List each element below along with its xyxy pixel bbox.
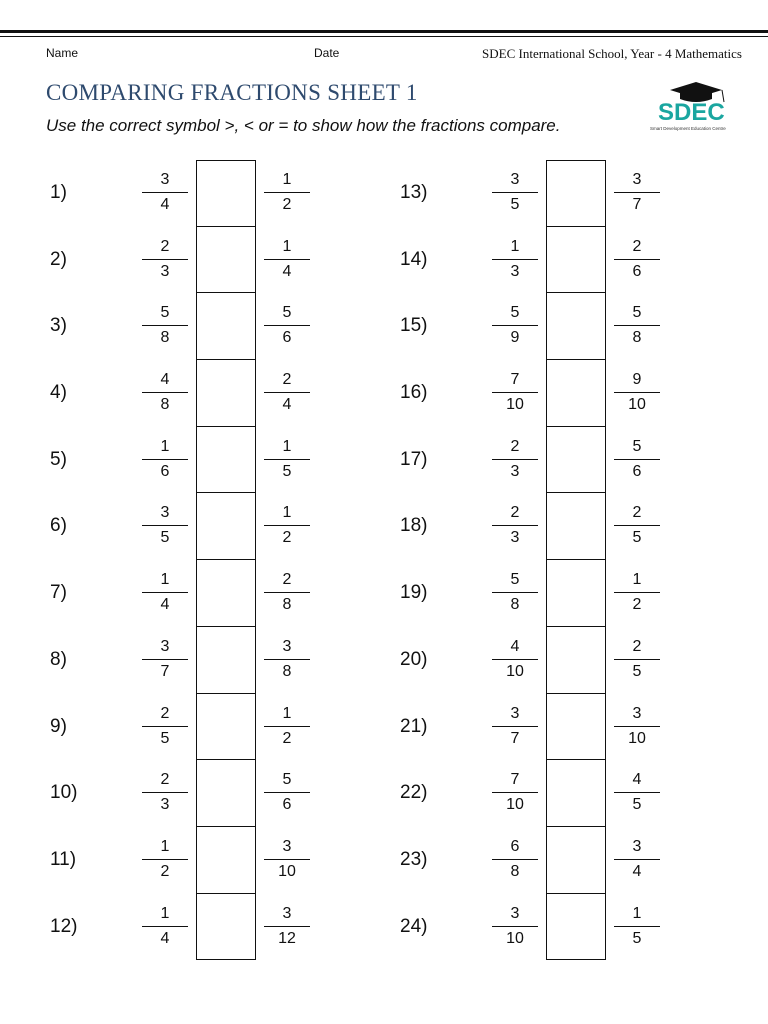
answer-box[interactable] [196, 760, 256, 827]
denominator: 2 [282, 196, 292, 213]
denominator: 4 [282, 396, 292, 414]
question-row [46, 360, 386, 427]
numerator: 9 [614, 370, 660, 393]
numerator: 1 [142, 837, 188, 860]
numerator: 7 [492, 770, 538, 793]
question-row [396, 360, 736, 427]
date-label: Date [314, 46, 340, 60]
denominator: 6 [160, 462, 170, 480]
fraction-right [264, 904, 310, 948]
numerator: 2 [614, 637, 660, 660]
answer-box[interactable] [546, 560, 606, 627]
fraction-left [492, 503, 538, 547]
denominator: 5 [632, 796, 642, 814]
fraction-left [142, 170, 188, 214]
numerator: 3 [492, 904, 538, 927]
denominator: 4 [282, 262, 292, 280]
denominator: 5 [632, 929, 642, 947]
fraction-left [492, 837, 538, 881]
fraction-right [614, 837, 660, 881]
denominator: 8 [160, 396, 170, 414]
denominator: 2 [160, 862, 170, 880]
denominator: 4 [632, 862, 642, 880]
denominator: 5 [632, 662, 642, 680]
question-row [396, 894, 736, 961]
numerator: 3 [142, 170, 188, 193]
numerator: 1 [492, 237, 538, 260]
denominator: 6 [282, 329, 292, 347]
fraction-left [492, 770, 538, 814]
fraction-left [142, 303, 188, 347]
name-label: Name [46, 46, 79, 60]
numerator: 3 [142, 503, 188, 526]
question-row [46, 894, 386, 961]
question-row [46, 427, 386, 494]
fraction-right [614, 170, 660, 214]
fraction-right [264, 770, 310, 814]
question-row [396, 760, 736, 827]
denominator: 5 [160, 529, 170, 547]
fraction-right [264, 170, 310, 214]
denominator: 12 [278, 929, 296, 947]
numerator: 2 [492, 437, 538, 460]
answer-box[interactable] [196, 293, 256, 360]
denominator: 10 [628, 729, 646, 747]
question-row [46, 560, 386, 627]
denominator: 8 [510, 862, 520, 880]
denominator: 9 [510, 329, 520, 347]
numerator: 3 [264, 904, 310, 927]
question-number: 23) [400, 848, 428, 870]
numerator: 1 [264, 437, 310, 460]
question-row [396, 627, 736, 694]
fraction-right [614, 904, 660, 948]
answer-box[interactable] [196, 694, 256, 761]
answer-box[interactable] [196, 227, 256, 294]
numerator: 1 [142, 437, 188, 460]
denominator: 8 [160, 329, 170, 347]
header-rule-thin [0, 36, 768, 37]
fraction-left [142, 370, 188, 414]
question-row [396, 160, 736, 227]
question-row [396, 227, 736, 294]
fraction-left [492, 904, 538, 948]
numerator: 7 [492, 370, 538, 393]
numerator: 1 [264, 503, 310, 526]
denominator: 10 [628, 396, 646, 414]
question-number: 5) [50, 448, 67, 470]
question-row [396, 694, 736, 761]
numerator: 2 [142, 770, 188, 793]
question-number: 9) [50, 715, 67, 737]
fraction-right [264, 437, 310, 481]
denominator: 6 [282, 796, 292, 814]
denominator: 3 [160, 796, 170, 814]
fraction-left [142, 904, 188, 948]
question-row [396, 493, 736, 560]
question-number: 12) [50, 915, 78, 937]
question-number: 10) [50, 782, 78, 804]
denominator: 3 [510, 262, 520, 280]
question-row [46, 493, 386, 560]
fraction-left [142, 770, 188, 814]
fraction-right [614, 370, 660, 414]
fraction-left [492, 570, 538, 614]
fraction-left [492, 237, 538, 281]
numerator: 2 [142, 704, 188, 727]
fraction-left [492, 370, 538, 414]
numerator: 5 [614, 303, 660, 326]
svg-text:SDEC: SDEC [658, 99, 725, 126]
numerator: 1 [142, 570, 188, 593]
fraction-left [492, 303, 538, 347]
question-number: 11) [50, 848, 77, 870]
question-number: 6) [50, 515, 67, 537]
fraction-right [614, 704, 660, 748]
numerator: 2 [142, 237, 188, 260]
question-row [396, 827, 736, 894]
numerator: 6 [492, 837, 538, 860]
fraction-right [264, 503, 310, 547]
page-title: COMPARING FRACTIONS SHEET 1 [46, 80, 418, 105]
denominator: 4 [160, 196, 170, 213]
numerator: 1 [264, 237, 310, 260]
numerator: 5 [142, 303, 188, 326]
question-number: 1) [50, 182, 67, 203]
numerator: 4 [492, 637, 538, 660]
answer-box[interactable] [196, 493, 256, 560]
denominator: 10 [506, 662, 524, 680]
question-number: 2) [50, 248, 67, 270]
numerator: 5 [614, 437, 660, 460]
fraction-right [614, 637, 660, 681]
fraction-right [614, 570, 660, 614]
answer-box[interactable] [196, 894, 256, 961]
fraction-right [614, 437, 660, 481]
instructions: Use the correct symbol >, < or = to show how the fractions compare. [46, 116, 561, 135]
denominator: 3 [510, 529, 520, 547]
fraction-left [492, 437, 538, 481]
question-number: 13) [400, 182, 428, 203]
numerator: 2 [492, 503, 538, 526]
denominator: 10 [506, 929, 524, 947]
denominator: 10 [506, 396, 524, 414]
fraction-left [142, 237, 188, 281]
answer-box[interactable] [196, 360, 256, 427]
denominator: 7 [160, 662, 170, 680]
fraction-left [142, 503, 188, 547]
denominator: 10 [278, 862, 296, 880]
question-number: 4) [50, 382, 67, 404]
numerator: 3 [264, 837, 310, 860]
question-row [46, 827, 386, 894]
question-number: 3) [50, 315, 67, 337]
answer-box[interactable] [546, 427, 606, 494]
question-row [46, 627, 386, 694]
fraction-right [614, 237, 660, 281]
numerator: 4 [614, 770, 660, 793]
numerator: 2 [264, 370, 310, 393]
denominator: 2 [282, 729, 292, 747]
numerator: 1 [142, 904, 188, 927]
header-rule-thick [0, 30, 768, 33]
answer-box[interactable] [546, 894, 606, 961]
question-row [46, 694, 386, 761]
question-row [396, 560, 736, 627]
numerator: 3 [264, 637, 310, 660]
question-number: 17) [400, 448, 428, 470]
question-number: 14) [400, 248, 428, 270]
answer-box[interactable] [196, 827, 256, 894]
question-number: 7) [50, 582, 67, 604]
numerator: 3 [492, 704, 538, 727]
numerator: 1 [264, 170, 310, 193]
numerator: 3 [492, 170, 538, 193]
fraction-right [614, 303, 660, 347]
denominator: 10 [506, 796, 524, 814]
numerator: 5 [264, 770, 310, 793]
answer-box[interactable] [196, 427, 256, 494]
answer-box[interactable] [546, 160, 606, 227]
answer-box[interactable] [546, 360, 606, 427]
questions-column-left [46, 160, 386, 960]
fraction-right [264, 370, 310, 414]
numerator: 2 [614, 237, 660, 260]
svg-text:Smart Development Education Ce: Smart Development Education Centre [650, 126, 726, 131]
denominator: 8 [510, 596, 520, 614]
numerator: 3 [614, 837, 660, 860]
question-number: 18) [400, 515, 428, 537]
denominator: 3 [510, 462, 520, 480]
fraction-right [614, 503, 660, 547]
answer-box[interactable] [546, 227, 606, 294]
school-label: SDEC International School, Year - 4 Mathematics [482, 46, 742, 61]
answer-box[interactable] [196, 560, 256, 627]
denominator: 5 [282, 462, 292, 480]
fraction-left [492, 637, 538, 681]
answer-box[interactable] [546, 827, 606, 894]
denominator: 7 [510, 729, 520, 747]
answer-box[interactable] [546, 627, 606, 694]
fraction-right [264, 837, 310, 881]
question-number: 15) [400, 315, 428, 337]
question-number: 19) [400, 582, 428, 604]
numerator: 5 [492, 303, 538, 326]
fraction-right [614, 770, 660, 814]
questions-column-right [396, 160, 736, 960]
denominator: 4 [160, 929, 170, 947]
question-number: 21) [400, 715, 428, 737]
question-row [46, 227, 386, 294]
answer-box[interactable] [546, 293, 606, 360]
denominator: 5 [510, 196, 520, 213]
fraction-left [492, 704, 538, 748]
answer-box[interactable] [196, 627, 256, 694]
numerator: 4 [142, 370, 188, 393]
denominator: 3 [160, 262, 170, 280]
denominator: 4 [160, 596, 170, 614]
denominator: 8 [632, 329, 642, 347]
fraction-right [264, 704, 310, 748]
question-row [46, 293, 386, 360]
fraction-left [492, 170, 538, 214]
numerator: 3 [614, 170, 660, 193]
numerator: 3 [614, 704, 660, 727]
fraction-left [142, 704, 188, 748]
fraction-left [142, 570, 188, 614]
question-number: 22) [400, 782, 428, 804]
fraction-right [264, 237, 310, 281]
answer-box[interactable] [546, 493, 606, 560]
numerator: 2 [614, 503, 660, 526]
denominator: 2 [632, 596, 642, 614]
numerator: 1 [614, 904, 660, 927]
numerator: 5 [264, 303, 310, 326]
numerator: 1 [264, 704, 310, 727]
fraction-left [142, 837, 188, 881]
question-number: 20) [400, 648, 428, 670]
numerator: 3 [142, 637, 188, 660]
question-row [46, 160, 386, 227]
answer-box[interactable] [196, 160, 256, 227]
denominator: 8 [282, 596, 292, 614]
denominator: 5 [160, 729, 170, 747]
question-row [396, 293, 736, 360]
answer-box[interactable] [546, 760, 606, 827]
answer-box[interactable] [546, 694, 606, 761]
fraction-right [264, 637, 310, 681]
question-number: 16) [400, 382, 428, 404]
fraction-left [142, 437, 188, 481]
fraction-left [142, 637, 188, 681]
fraction-right [264, 303, 310, 347]
numerator: 5 [492, 570, 538, 593]
denominator: 8 [282, 662, 292, 680]
denominator: 2 [282, 529, 292, 547]
numerator: 1 [614, 570, 660, 593]
question-number: 24) [400, 915, 428, 937]
sdec-logo [646, 80, 746, 132]
numerator: 2 [264, 570, 310, 593]
denominator: 5 [632, 529, 642, 547]
fraction-right [264, 570, 310, 614]
denominator: 6 [632, 462, 642, 480]
denominator: 6 [632, 262, 642, 280]
question-row [46, 760, 386, 827]
denominator: 7 [632, 196, 642, 213]
question-number: 8) [50, 648, 67, 670]
question-row [396, 427, 736, 494]
